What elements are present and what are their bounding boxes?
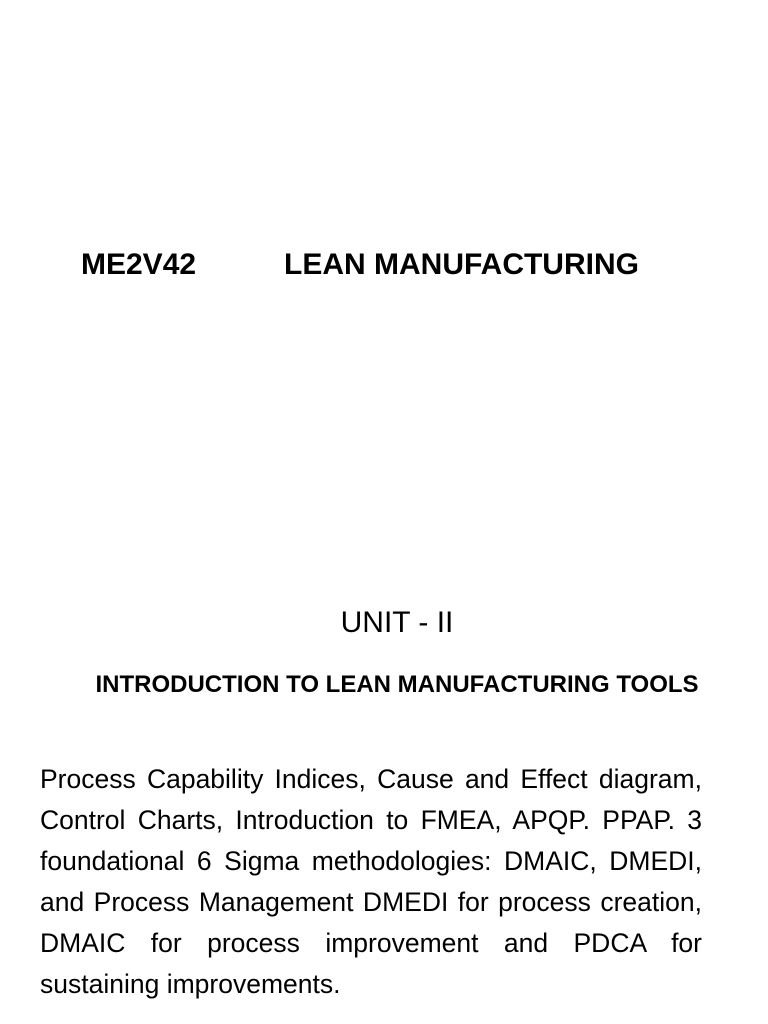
- course-title: [81, 243, 721, 287]
- course-name: LEAN MANUFACTURING: [284, 248, 639, 281]
- unit-heading: UNIT - II: [340, 606, 454, 639]
- topic-heading: INTRODUCTION TO LEAN MANUFACTURING TOOLS: [95, 671, 699, 698]
- syllabus-text: Process Capability Indices, Cause and Effect diagram, Control Charts, Introduction to FMEA, APQP. PPAP. 3 foundational 6 Sigma methodologies: DMAIC, DMEDI, and Process Management DMEDI for process creation, DMAIC for process improvement and PDCA for sustaining improvements.: [40, 764, 702, 999]
- course-code: ME2V42: [81, 248, 197, 281]
